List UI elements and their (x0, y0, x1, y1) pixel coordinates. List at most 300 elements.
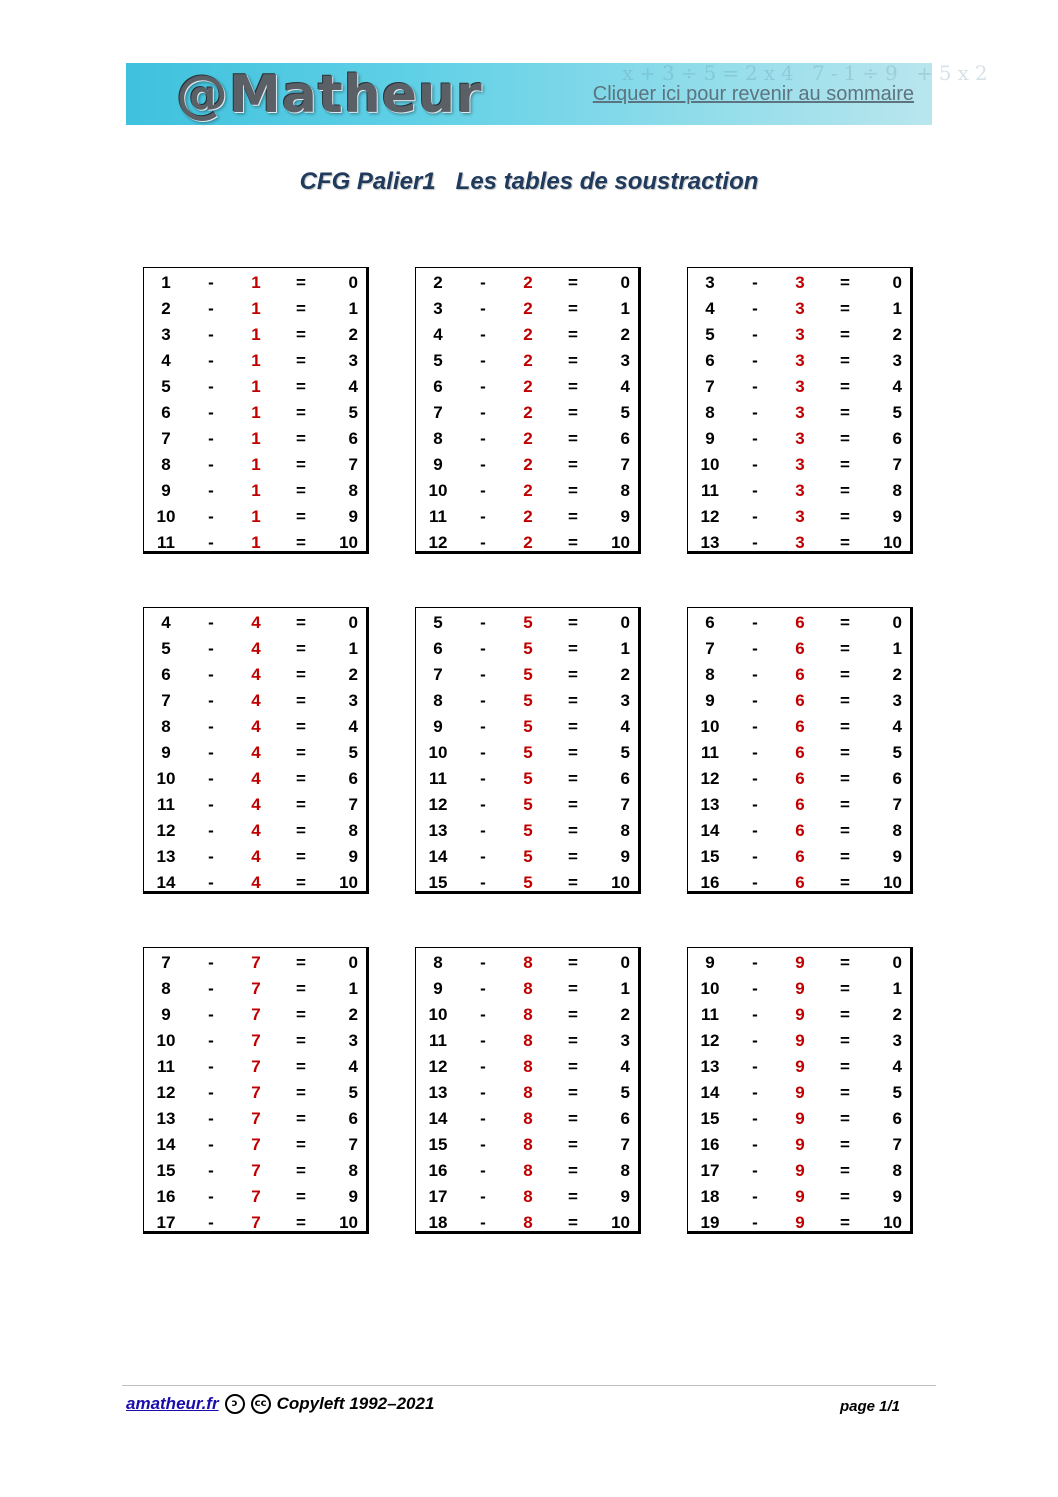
minus-sign: - (480, 377, 486, 396)
equals-sign: = (840, 325, 850, 344)
minus-sign: - (480, 273, 486, 292)
equals-sign: = (568, 533, 578, 552)
minus-sign: - (752, 507, 758, 526)
table-row (688, 844, 910, 870)
minuend: 4 (161, 351, 171, 370)
equals-sign: = (568, 979, 578, 998)
minus-sign: - (480, 953, 486, 972)
difference: 3 (892, 691, 902, 710)
back-to-summary-link[interactable]: Cliquer ici pour revenir au sommaire (592, 83, 914, 105)
minus-sign: - (208, 1161, 214, 1180)
difference: 6 (348, 769, 358, 788)
minus-sign: - (480, 639, 486, 658)
minus-sign: - (208, 639, 214, 658)
difference: 4 (620, 1057, 630, 1076)
equals-sign: = (296, 1005, 306, 1024)
minuend: 14 (700, 821, 720, 840)
difference: 0 (620, 613, 630, 632)
difference: 4 (892, 717, 902, 736)
subtrahend: 8 (523, 1109, 533, 1128)
table-row (144, 950, 366, 976)
table-row (144, 818, 366, 844)
minuend: 16 (700, 873, 720, 892)
table-row (144, 478, 366, 504)
minuend: 14 (156, 873, 176, 892)
minus-sign: - (480, 979, 486, 998)
subtrahend: 2 (523, 403, 533, 422)
subtrahend: 6 (795, 873, 805, 892)
equals-sign: = (568, 403, 578, 422)
minuend: 15 (156, 1161, 176, 1180)
subtrahend: 4 (251, 665, 261, 684)
equals-sign: = (840, 1005, 850, 1024)
minuend: 6 (161, 665, 171, 684)
page-title: CFG Palier1 Les tables de soustraction (299, 168, 759, 195)
minus-sign: - (480, 403, 486, 422)
difference: 5 (892, 743, 902, 762)
minus-sign: - (208, 691, 214, 710)
minuend: 4 (433, 325, 443, 344)
difference: 5 (620, 1083, 630, 1102)
difference: 8 (620, 821, 630, 840)
minuend: 7 (161, 429, 171, 448)
minuend: 8 (433, 953, 443, 972)
minuend: 7 (433, 665, 443, 684)
minus-sign: - (752, 979, 758, 998)
subtrahend: 4 (251, 873, 261, 892)
table-row (688, 1028, 910, 1054)
table-row (688, 870, 910, 896)
equals-sign: = (568, 1005, 578, 1024)
subtrahend: 6 (795, 717, 805, 736)
difference: 6 (892, 429, 902, 448)
minus-sign: - (752, 613, 758, 632)
equals-sign: = (568, 1135, 578, 1154)
table-row (144, 1080, 366, 1106)
difference: 7 (348, 795, 358, 814)
difference: 3 (620, 351, 630, 370)
subtrahend: 8 (523, 1005, 533, 1024)
subtrahend: 4 (251, 613, 261, 632)
minuend: 12 (156, 1083, 176, 1102)
minus-sign: - (208, 847, 214, 866)
difference: 4 (620, 377, 630, 396)
subtrahend: 8 (523, 1187, 533, 1206)
equals-sign: = (296, 639, 306, 658)
minus-sign: - (752, 821, 758, 840)
subtrahend: 9 (795, 1005, 805, 1024)
minuend: 9 (705, 691, 715, 710)
minuend: 11 (429, 1031, 447, 1050)
subtrahend: 6 (795, 795, 805, 814)
equals-sign: = (568, 1213, 578, 1232)
table-row (416, 530, 638, 556)
equals-sign: = (568, 1187, 578, 1206)
minus-sign: - (208, 769, 214, 788)
difference: 1 (620, 639, 630, 658)
minuend: 13 (428, 1083, 448, 1102)
subtrahend: 4 (251, 639, 261, 658)
minus-sign: - (208, 979, 214, 998)
minuend: 8 (433, 429, 443, 448)
table-row (144, 270, 366, 296)
subtrahend: 3 (795, 507, 805, 526)
equals-sign: = (296, 325, 306, 344)
difference: 8 (348, 1161, 358, 1180)
minus-sign: - (752, 691, 758, 710)
difference: 1 (892, 979, 902, 998)
equals-sign: = (840, 507, 850, 526)
minus-sign: - (752, 665, 758, 684)
equals-sign: = (296, 455, 306, 474)
equals-sign: = (840, 1031, 850, 1050)
table-row (688, 530, 910, 556)
subtrahend: 5 (523, 717, 533, 736)
subtrahend: 7 (251, 1161, 261, 1180)
minuend: 16 (156, 1187, 176, 1206)
minuend: 10 (428, 743, 448, 762)
table-row (688, 1080, 910, 1106)
subtrahend: 7 (251, 1031, 261, 1050)
difference: 2 (620, 325, 630, 344)
difference: 0 (348, 953, 358, 972)
minus-sign: - (208, 717, 214, 736)
table-row (688, 950, 910, 976)
difference: 7 (620, 795, 630, 814)
minuend: 15 (700, 1109, 720, 1128)
minuend: 11 (429, 769, 447, 788)
difference: 7 (620, 455, 630, 474)
subtrahend: 7 (251, 979, 261, 998)
subtrahend: 4 (251, 743, 261, 762)
table-row (416, 1028, 638, 1054)
subtrahend: 2 (523, 533, 533, 552)
subtrahend: 1 (251, 351, 261, 370)
minuend: 14 (428, 1109, 448, 1128)
minuend: 8 (705, 665, 715, 684)
minuend: 6 (705, 613, 715, 632)
table-row (416, 270, 638, 296)
equals-sign: = (840, 1109, 850, 1128)
equals-sign: = (296, 403, 306, 422)
difference: 9 (348, 507, 358, 526)
minus-sign: - (752, 953, 758, 972)
difference: 0 (348, 613, 358, 632)
minuend: 7 (161, 953, 171, 972)
difference: 5 (620, 743, 630, 762)
table-row (688, 688, 910, 714)
subtrahend: 3 (795, 351, 805, 370)
minuend: 10 (700, 717, 720, 736)
equals-sign: = (568, 1109, 578, 1128)
difference: 5 (620, 403, 630, 422)
minus-sign: - (752, 1083, 758, 1102)
table-row (688, 296, 910, 322)
minuend: 18 (700, 1187, 720, 1206)
minus-sign: - (208, 1135, 214, 1154)
minus-sign: - (752, 299, 758, 318)
table-row (688, 1054, 910, 1080)
table-row (144, 296, 366, 322)
difference: 6 (348, 429, 358, 448)
site-logo: @Matheur (176, 65, 483, 125)
table-row (688, 374, 910, 400)
subtrahend: 1 (251, 377, 261, 396)
table-row (144, 1054, 366, 1080)
equals-sign: = (840, 1187, 850, 1206)
equals-sign: = (296, 691, 306, 710)
minuend: 5 (433, 351, 443, 370)
difference: 8 (892, 481, 902, 500)
difference: 0 (620, 273, 630, 292)
equals-sign: = (840, 665, 850, 684)
equals-sign: = (840, 769, 850, 788)
difference: 6 (348, 1109, 358, 1128)
difference: 2 (620, 1005, 630, 1024)
difference: 9 (620, 847, 630, 866)
equals-sign: = (840, 533, 850, 552)
subtrahend: 2 (523, 455, 533, 474)
minuend: 12 (700, 769, 720, 788)
header-banner (126, 61, 994, 125)
minus-sign: - (208, 533, 214, 552)
minuend: 10 (700, 979, 720, 998)
minus-sign: - (208, 1213, 214, 1232)
equals-sign: = (568, 847, 578, 866)
minus-sign: - (480, 325, 486, 344)
difference: 10 (611, 873, 630, 892)
subtrahend: 1 (251, 507, 261, 526)
equals-sign: = (840, 979, 850, 998)
table-row (144, 1184, 366, 1210)
difference: 2 (348, 665, 358, 684)
difference: 5 (348, 743, 358, 762)
subtrahend: 7 (251, 1135, 261, 1154)
table-row (144, 1158, 366, 1184)
difference: 7 (892, 795, 902, 814)
subtrahend: 8 (523, 1083, 533, 1102)
minuend: 5 (161, 639, 171, 658)
table-row (416, 870, 638, 896)
subtrahend: 5 (523, 847, 533, 866)
minuend: 10 (428, 1005, 448, 1024)
equals-sign: = (840, 847, 850, 866)
minuend: 13 (700, 1057, 720, 1076)
minus-sign: - (208, 821, 214, 840)
equals-sign: = (840, 639, 850, 658)
minus-sign: - (752, 1109, 758, 1128)
subtrahend: 6 (795, 847, 805, 866)
difference: 9 (892, 507, 902, 526)
subtrahend: 8 (523, 1057, 533, 1076)
equals-sign: = (296, 1031, 306, 1050)
table-row (144, 714, 366, 740)
equals-sign: = (296, 953, 306, 972)
minuend: 4 (161, 613, 171, 632)
minus-sign: - (752, 847, 758, 866)
minus-sign: - (752, 481, 758, 500)
minus-sign: - (752, 325, 758, 344)
subtrahend: 8 (523, 1161, 533, 1180)
minus-sign: - (480, 821, 486, 840)
subtrahend: 9 (795, 1057, 805, 1076)
subtrahend: 1 (251, 403, 261, 422)
minuend: 15 (700, 847, 720, 866)
minuend: 11 (701, 481, 719, 500)
table-row (144, 662, 366, 688)
table-row (416, 1002, 638, 1028)
difference: 3 (620, 1031, 630, 1050)
subtrahend: 9 (795, 1213, 805, 1232)
minuend: 5 (705, 325, 715, 344)
table-row (416, 452, 638, 478)
equals-sign: = (296, 429, 306, 448)
minuend: 9 (161, 1005, 171, 1024)
difference: 8 (620, 481, 630, 500)
difference: 5 (892, 403, 902, 422)
equals-sign: = (568, 377, 578, 396)
minus-sign: - (480, 455, 486, 474)
equals-sign: = (296, 273, 306, 292)
table-row (416, 426, 638, 452)
minuend: 19 (700, 1213, 720, 1232)
minus-sign: - (480, 795, 486, 814)
difference: 6 (892, 769, 902, 788)
table-row (416, 1158, 638, 1184)
equals-sign: = (296, 351, 306, 370)
table-row (688, 662, 910, 688)
difference: 3 (620, 691, 630, 710)
table-row (688, 426, 910, 452)
equals-sign: = (840, 613, 850, 632)
difference: 0 (892, 613, 902, 632)
minuend: 13 (700, 795, 720, 814)
difference: 7 (892, 455, 902, 474)
subtrahend: 9 (795, 1031, 805, 1050)
minuend: 12 (428, 1057, 448, 1076)
equals-sign: = (840, 299, 850, 318)
table-row (416, 766, 638, 792)
equals-sign: = (840, 351, 850, 370)
minuend: 14 (700, 1083, 720, 1102)
subtrahend: 2 (523, 325, 533, 344)
table-row (416, 1210, 638, 1236)
table-row (688, 1184, 910, 1210)
equals-sign: = (840, 273, 850, 292)
minus-sign: - (752, 717, 758, 736)
minus-sign: - (208, 1187, 214, 1206)
minus-sign: - (208, 507, 214, 526)
subtrahend: 5 (523, 665, 533, 684)
minuend: 8 (161, 717, 171, 736)
subtrahend: 7 (251, 1005, 261, 1024)
subtrahend: 7 (251, 1083, 261, 1102)
minus-sign: - (208, 795, 214, 814)
minus-sign: - (208, 481, 214, 500)
table-row (688, 400, 910, 426)
minuend: 3 (161, 325, 171, 344)
difference: 5 (348, 403, 358, 422)
difference: 1 (892, 639, 902, 658)
minuend: 9 (433, 717, 443, 736)
minus-sign: - (480, 299, 486, 318)
minus-sign: - (480, 691, 486, 710)
difference: 0 (892, 273, 902, 292)
minuend: 8 (433, 691, 443, 710)
difference: 3 (348, 351, 358, 370)
minuend: 7 (705, 639, 715, 658)
equals-sign: = (296, 1161, 306, 1180)
table-row (416, 1106, 638, 1132)
equals-sign: = (568, 639, 578, 658)
subtrahend: 3 (795, 325, 805, 344)
subtraction-table-2 (415, 267, 641, 554)
minus-sign: - (208, 1031, 214, 1050)
equals-sign: = (840, 717, 850, 736)
equals-sign: = (568, 613, 578, 632)
table-row (688, 792, 910, 818)
equals-sign: = (296, 1187, 306, 1206)
difference: 2 (348, 1005, 358, 1024)
subtrahend: 9 (795, 979, 805, 998)
minus-sign: - (208, 665, 214, 684)
subtrahend: 7 (251, 1057, 261, 1076)
difference: 7 (620, 1135, 630, 1154)
difference: 4 (892, 377, 902, 396)
equals-sign: = (296, 299, 306, 318)
subtrahend: 1 (251, 429, 261, 448)
table-row (688, 504, 910, 530)
table-row (416, 818, 638, 844)
difference: 1 (892, 299, 902, 318)
equals-sign: = (296, 481, 306, 500)
table-row (144, 610, 366, 636)
difference: 10 (883, 873, 902, 892)
minus-sign: - (752, 455, 758, 474)
difference: 9 (348, 1187, 358, 1206)
equals-sign: = (296, 507, 306, 526)
equals-sign: = (296, 1135, 306, 1154)
creative-commons-icon: cc (251, 1394, 271, 1414)
subtraction-table-7 (143, 947, 369, 1234)
minus-sign: - (208, 1005, 214, 1024)
minus-sign: - (752, 533, 758, 552)
footer-site-link[interactable]: amatheur.fr (126, 1394, 219, 1413)
minus-sign: - (480, 351, 486, 370)
equals-sign: = (568, 1083, 578, 1102)
table-row (144, 400, 366, 426)
equals-sign: = (296, 613, 306, 632)
minuend: 10 (156, 769, 176, 788)
equals-sign: = (296, 769, 306, 788)
minuend: 6 (433, 639, 443, 658)
table-row (688, 1132, 910, 1158)
minuend: 3 (705, 273, 715, 292)
subtrahend: 3 (795, 455, 805, 474)
table-row (416, 322, 638, 348)
difference: 3 (892, 351, 902, 370)
table-row (144, 792, 366, 818)
table-row (144, 976, 366, 1002)
table-row (688, 818, 910, 844)
difference: 10 (883, 533, 902, 552)
subtrahend: 1 (251, 273, 261, 292)
subtrahend: 7 (251, 1109, 261, 1128)
subtrahend: 9 (795, 1161, 805, 1180)
equals-sign: = (568, 953, 578, 972)
equals-sign: = (568, 299, 578, 318)
table-row (688, 1210, 910, 1236)
